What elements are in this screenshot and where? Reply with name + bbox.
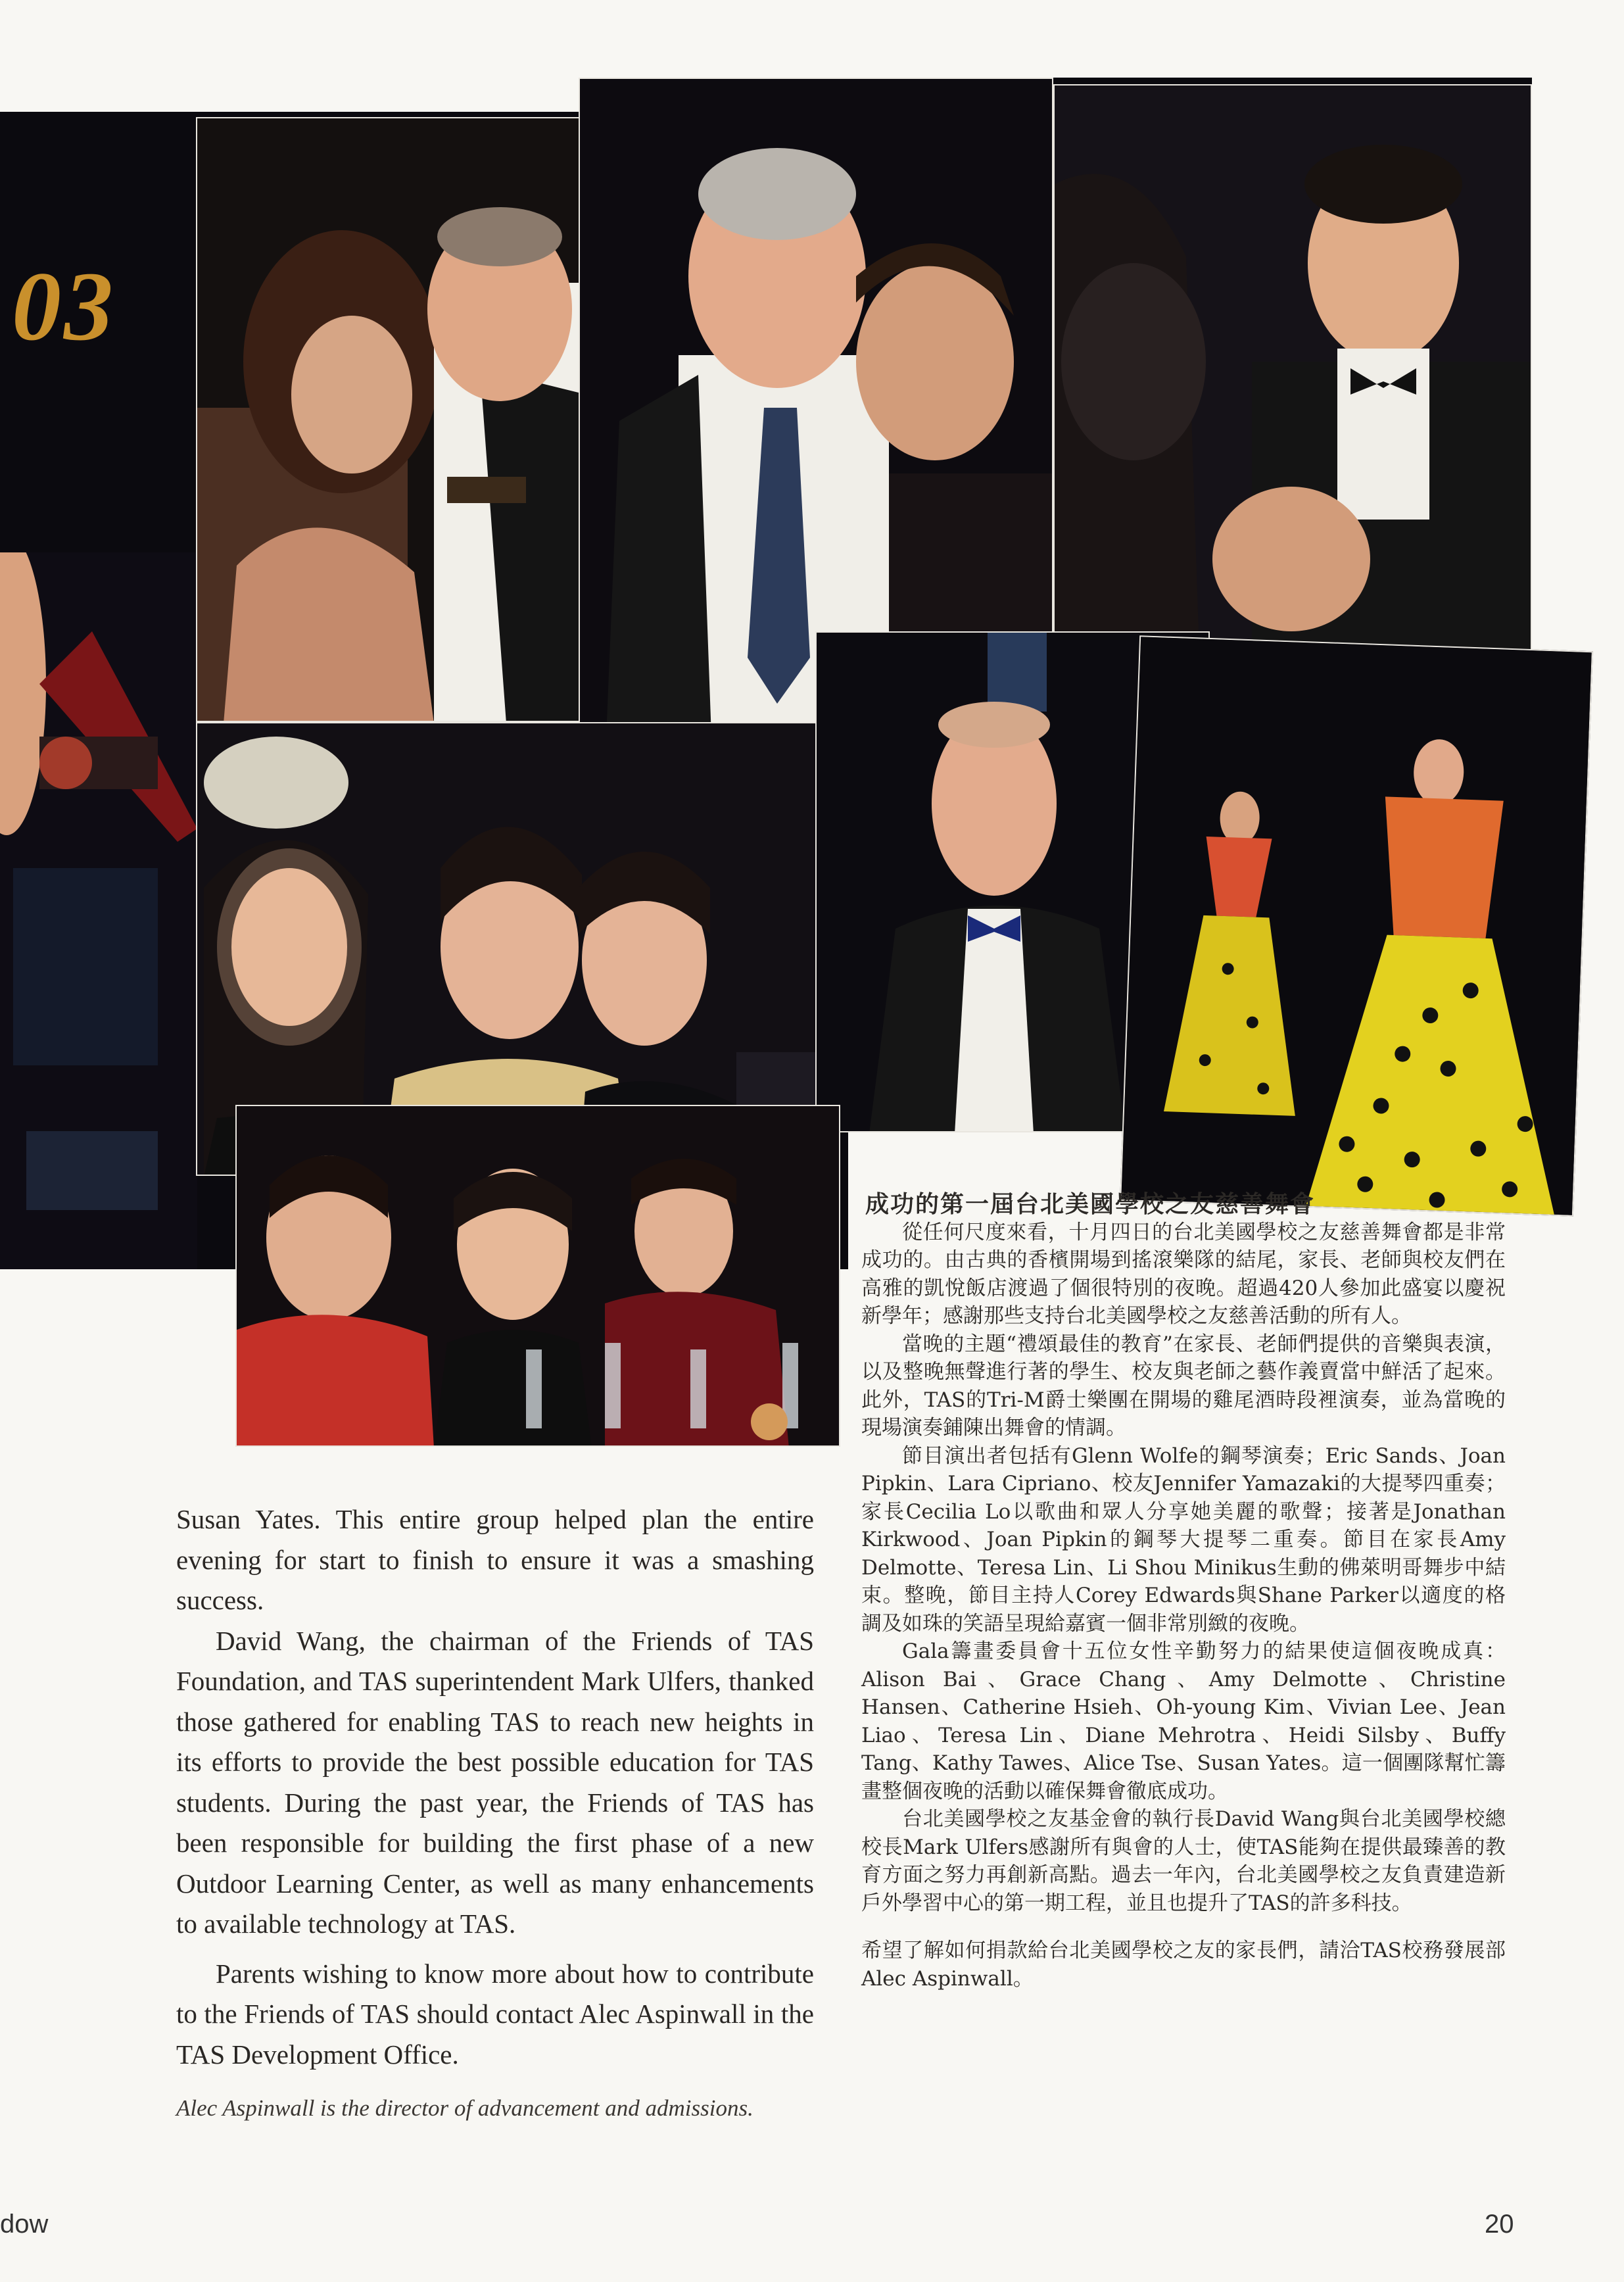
chinese-heading: 成功的第一屆台北美國學校之友慈善舞會 (865, 1190, 1316, 1218)
footer-running-title: dow (0, 2210, 49, 2239)
photo-couple-dancing-3 (1053, 84, 1532, 651)
edge-photo-partial (0, 552, 197, 1269)
english-paragraph: David Wang, the chairman of the Friends of TAS Foundation, and TAS superintendent Mark Ulfers, thanked those gathered for enabling TAS to reach new heights in its efforts to provide the best possible education for TAS students. During the past year, the Friends of TAS has been responsible for building the first phase of a new Outdoor Learning Center, as well as many enhancements to available technology at TAS. (176, 1625, 814, 1939)
english-paragraph: Parents wishing to know more about how to contribute to the Friends of TAS should contact Alec Aspinwall in the TAS Development Office. (176, 1958, 814, 2070)
photo-couple-dancing-1 (196, 117, 585, 722)
chinese-article (861, 1190, 1506, 1993)
english-paragraph: Susan Yates. This entire group helped plan the entire evening for start to finish to ensure it was a smashing success. (176, 1504, 814, 1615)
chinese-paragraph: 節目演出者包括有Glenn Wolfe的鋼琴演奏；Eric Sands、Joan Pipkin、Lara Cipriano、校友Jennifer Yamazaki的大提琴四重奏；家長Cecilia Lo以歌曲和眾人分享她美麗的歌聲；接著是Jonathan Kirkwood、Joan Pipkin的鋼琴大提琴二重奏。節目在家長Amy Delmotte、Teresa Lin、Li Shou Minikus生動的佛萊明哥舞步中結束。整晚，節目主持人Corey Edwards與Shane Parker以適度的格調及如珠的笑語呈現給嘉賓一個非常別緻的夜晚。 (861, 1444, 1506, 1636)
chinese-paragraph: Gala籌畫委員會十五位女性辛勤努力的結果使這個夜晚成真：Alison Bai、Grace Chang、Amy Delmotte、Christine Hansen、Catherine Hsieh、Oh-young Kim、Vivian Lee、Jean Liao、Teresa Lin、Diane Mehrotra、Heidi Silsby、Buffy Tang、Kathy Tawes、Alice Tse、Susan Yates。這一個團隊幫忙籌畫整個夜晚的活動以確保舞會徹底成功。 (861, 1639, 1506, 1803)
year-fragment: 03 (12, 252, 116, 361)
chinese-paragraph: 台北美國學校之友基金會的執行長David Wang與台北美國學校總校長Mark Ulfers感謝所有與會的人士，使TAS能夠在提供最臻善的教育方面之努力再創新高點。過去一年內，台北美國學校之友負責建造新戶外學習中心的第一期工程，並且也提升了TAS的許多科技。 (861, 1807, 1506, 1915)
photo-flamenco-dancers (1120, 635, 1593, 1217)
author-caption: Alec Aspinwall is the director of advancement and admissions. (176, 2095, 753, 2121)
chinese-paragraph: 當晚的主題“禮頌最佳的教育”在家長、老師們提供的音樂與表演，以及整晚無聲進行著的學生、校友與老師之藝作義賣當中鮮活了起來。此外，TAS的Tri-M爵士樂團在開場的雞尾酒時段裡演奏，並為當晚的現場演奏鋪陳出舞會的情調。 (861, 1332, 1506, 1440)
chinese-closing: 希望了解如何捐款給台北美國學校之友的家長們，請洽TAS校務發展部 Alec Aspinwall。 (861, 1939, 1506, 1991)
photo-table-group (235, 1105, 840, 1447)
chinese-paragraph: 從任何尺度來看，十月四日的台北美國學校之友慈善舞會都是非常成功的。由古典的香檳開場到搖滾樂隊的結尾，家長、老師與校友們在高雅的凱悅飯店渡過了個很特別的夜晚。超過420人參加此盛宴以慶祝新學年；感謝那些支持台北美國學校之友慈善活動的所有人。 (861, 1220, 1506, 1328)
english-article (176, 1499, 814, 2129)
page-number: 20 (1485, 2210, 1514, 2239)
